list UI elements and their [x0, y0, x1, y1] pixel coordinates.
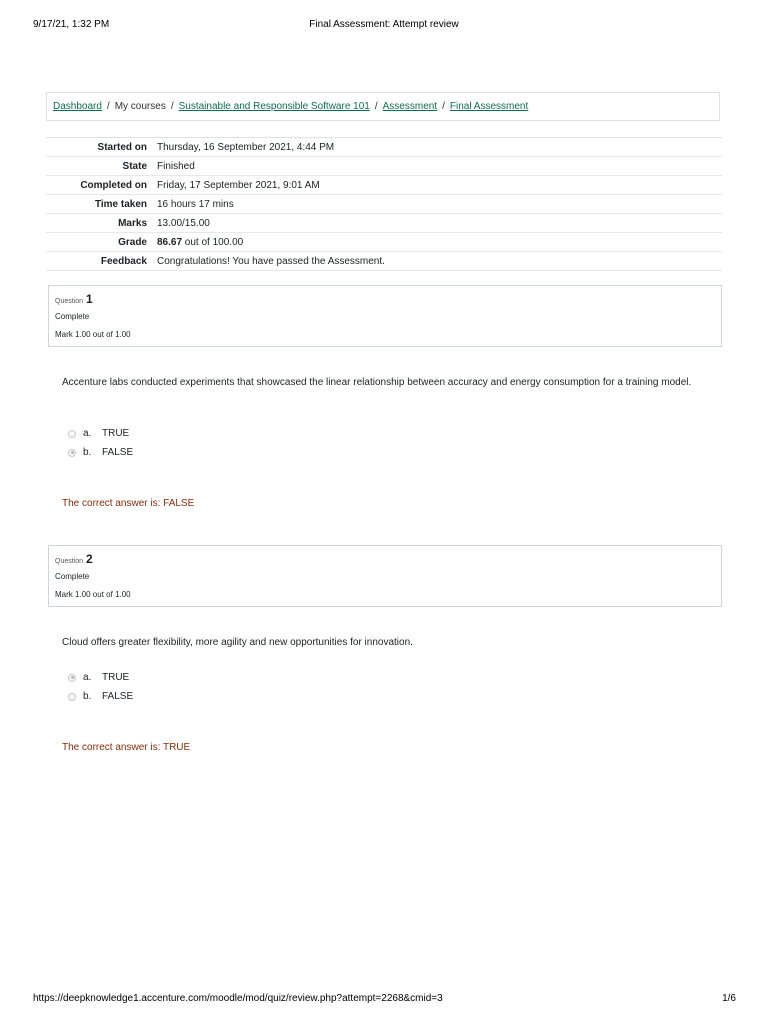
question-number [55, 552, 93, 566]
grade-score: 86.67 [157, 236, 183, 248]
question-1-option-a[interactable] [68, 428, 129, 439]
radio-button-checked[interactable] [68, 449, 76, 457]
summary-label: Marks [118, 217, 147, 229]
summary-label: Time taken [94, 198, 147, 210]
question-1-correct-answer: The correct answer is: FALSE [62, 498, 195, 509]
summary-row-marks [46, 214, 722, 233]
print-title: Final Assessment: Attempt review [309, 19, 459, 30]
summary-value: Congratulations! You have passed the Assessment. [157, 255, 385, 267]
breadcrumb-separator: / [106, 101, 110, 112]
print-page-number: 1/6 [722, 993, 736, 1004]
question-mark: Mark 1.00 out of 1.00 [55, 330, 131, 339]
summary-value [147, 237, 243, 248]
summary-value: Friday, 17 September 2021, 9:01 AM [157, 179, 320, 191]
breadcrumb-separator: / [442, 101, 445, 112]
radio-button-checked[interactable] [68, 674, 76, 682]
breadcrumb [46, 92, 720, 121]
summary-value: Finished [157, 160, 195, 172]
summary-label: Started on [97, 141, 147, 153]
summary-row-time-taken [46, 195, 722, 214]
option-letter: b. [83, 691, 92, 702]
question-mark: Mark 1.00 out of 1.00 [55, 590, 131, 599]
option-text: FALSE [102, 691, 134, 702]
attempt-summary-table [46, 137, 722, 271]
summary-value: 13.00/15.00 [157, 217, 210, 229]
summary-row-state [46, 157, 722, 176]
breadcrumb-separator: / [374, 101, 378, 112]
summary-row-feedback [46, 252, 722, 271]
question-2-option-b[interactable] [68, 691, 133, 702]
question-label: Question [55, 558, 84, 565]
option-text: TRUE [102, 428, 130, 439]
breadcrumb-assessment[interactable]: Assessment [382, 101, 438, 112]
option-letter: a. [83, 428, 92, 439]
summary-label: Feedback [100, 255, 147, 267]
breadcrumb-my-courses: My courses [114, 101, 166, 112]
question-2-correct-answer: The correct answer is: TRUE [62, 742, 191, 753]
grade-out-of: out of 100.00 [182, 236, 244, 248]
summary-label: State [122, 160, 147, 172]
print-url: https://deepknowledge1.accenture.com/moodle/mod/quiz/review.php?attempt=2268&cmid=3 [33, 993, 443, 1004]
summary-label: Completed on [80, 179, 147, 191]
radio-button[interactable] [68, 430, 76, 438]
question-number [55, 292, 93, 306]
question-1-text: Accenture labs conducted experiments that showcased the linear relationship between accuracy and energy consumption for a training model. [62, 377, 692, 388]
radio-button[interactable] [68, 693, 76, 701]
option-text: FALSE [102, 447, 134, 458]
summary-value: 16 hours 17 mins [157, 198, 234, 210]
breadcrumb-dashboard[interactable]: Dashboard [53, 101, 102, 112]
breadcrumb-separator: / [170, 101, 174, 112]
question-1-info [48, 285, 722, 347]
summary-value: Thursday, 16 September 2021, 4:44 PM [157, 141, 335, 153]
breadcrumb-final-assessment[interactable]: Final Assessment [449, 101, 529, 112]
question-2-text: Cloud offers greater flexibility, more agility and new opportunities for innovation. [62, 637, 413, 648]
question-2-option-a[interactable] [68, 672, 129, 683]
question-state: Complete [55, 312, 90, 321]
question-label: Question [55, 298, 84, 305]
option-text: TRUE [102, 672, 130, 683]
option-letter: b. [83, 447, 92, 458]
question-number-value: 2 [85, 552, 93, 566]
question-1-option-b[interactable] [68, 447, 133, 458]
summary-row-completed-on [46, 176, 722, 195]
question-number-value: 1 [85, 292, 93, 306]
print-header [0, 19, 768, 33]
print-date: 9/17/21, 1:32 PM [33, 19, 110, 30]
question-state: Complete [55, 572, 90, 581]
breadcrumb-course[interactable]: Sustainable and Responsible Software 101 [178, 101, 370, 112]
summary-row-started-on [46, 138, 722, 157]
print-footer [0, 993, 768, 1007]
summary-row-grade [46, 233, 722, 252]
option-letter: a. [83, 672, 92, 683]
question-2-info [48, 545, 722, 607]
summary-label: Grade [118, 236, 147, 248]
